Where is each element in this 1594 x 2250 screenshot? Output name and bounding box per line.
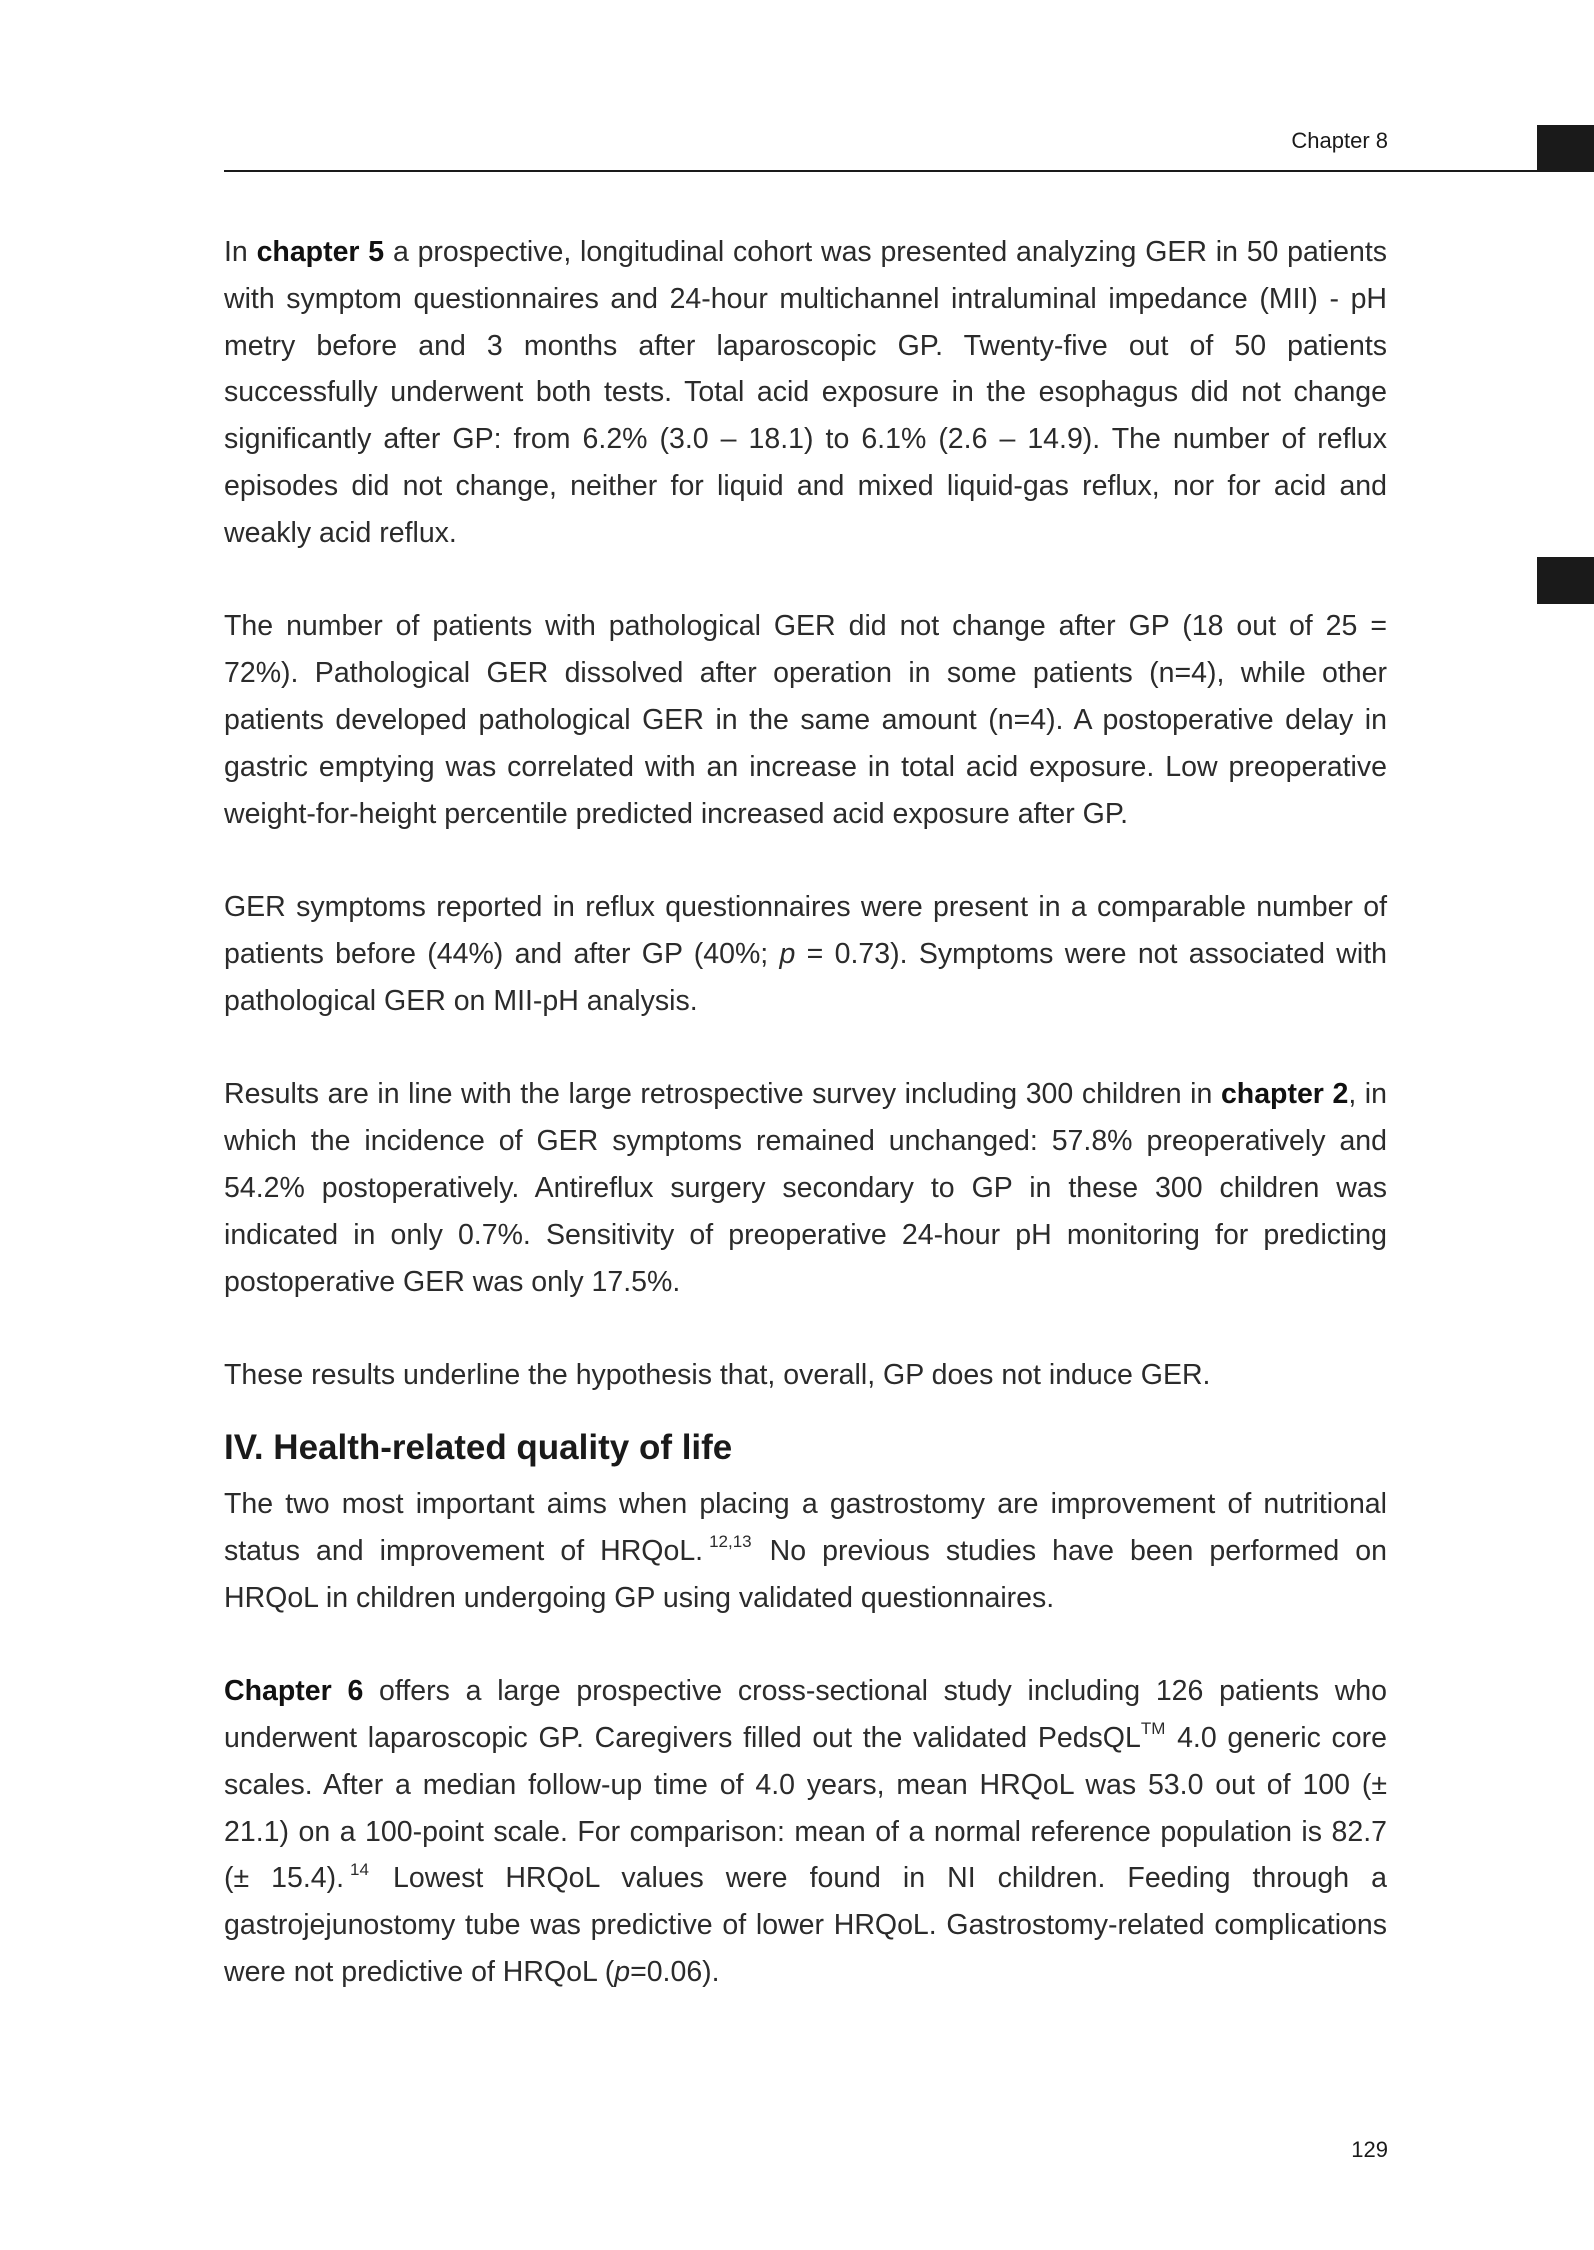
page-number: 129 [1351, 2137, 1388, 2162]
p-value-symbol: p [614, 1955, 631, 1988]
paragraph-body: The two most important aims when placing a gastrostomy are improvement of nutritional status and improvement of HRQoL. [224, 1487, 1387, 1567]
chapter-reference: chapter 5 [256, 236, 385, 268]
section-heading: IV. Health-related quality of life [224, 1427, 733, 1467]
citation-reference: 12,13 [709, 1532, 752, 1552]
paragraph-lead: In [224, 236, 257, 268]
paragraph-conclusion: These results underline the hypothesis that, overall, GP does not induce GER. [224, 1359, 1211, 1392]
paragraph-body: = 0.73). Symptoms were not associated with pathological GER on MII-pH analysis. [224, 937, 1387, 1017]
body-text [224, 229, 1387, 2042]
paragraph-lead: Results are in line with the large retrospective survey including 300 children in [224, 1078, 1221, 1111]
paragraph-pathological-ger: The number of patients with pathological GER did not change after GP (18 out of 25 = 72%). Pathological GER dissolved after operation in some patients (n=4), while other patients developed pathological GER in the same amount (n=4). A postoperative delay in gastric emptying was correlated with an increase in total acid exposure. Low preoperative weight-for-height percentile predicted increased acid exposure after GP. [224, 610, 1387, 830]
paragraph-body: offers a large prospective cross-sectional study including 126 patients who underwent laparoscopic GP. Caregivers filled out the validated PedsQL [224, 1675, 1387, 1754]
paragraph-chapter-5-summary [224, 229, 1387, 557]
paragraph-ger-symptoms [224, 884, 1387, 1024]
paragraph-body: =0.06). [630, 1955, 720, 1988]
header-rule [224, 170, 1594, 172]
running-header-chapter: Chapter 8 [1291, 128, 1388, 153]
paragraph-body: 4.0 generic core scales. After a median follow-up time of 4.0 years, mean HRQoL was 53.0 out of 100 (± 21.1) on a 100-point scale. For comparison: mean of a normal reference population is 82.7 (± 15.4). [224, 1721, 1388, 1895]
paragraph-body: No previous studies have been performed on HRQoL in children undergoing GP using validated questionnaires. [224, 1534, 1387, 1614]
paragraph-body: Lowest HRQoL values were found in NI children. Feeding through a gastrojejunostomy tube was predictive of lower HRQoL. Gastrostomy-related complications were not predictive of HRQoL ( [224, 1862, 1387, 1988]
paragraph-body: , in which the incidence of GER symptoms remained unchanged: 57.8% preoperatively and 54.2% postoperatively. Antireflux surgery secondary to GP in these 300 children was indicated in only 0.7%. Sensitivity of preoperative 24-hour pH monitoring for predicting postoperative GER was only 17.5%. [224, 1078, 1387, 1298]
p-value-symbol: p [779, 937, 796, 970]
chapter-reference: chapter 2 [1220, 1078, 1349, 1111]
paragraph-chapter-2-results [224, 1071, 1387, 1305]
chapter-reference: Chapter 6 [224, 1675, 364, 1708]
chapter-thumb-tab [1537, 125, 1594, 172]
paragraph-chapter-6-summary [224, 1668, 1387, 1996]
citation-reference: 14 [350, 1859, 369, 1879]
paragraph-hrqol-aims [224, 1481, 1387, 1621]
paragraph-body: GER symptoms reported in reflux questionnaires were present in a comparable number of patients before (44%) and after GP (40%; [224, 891, 1387, 970]
trademark-superscript: TM [1140, 1719, 1166, 1739]
paragraph-body: a prospective, longitudinal cohort was presented analyzing GER in 50 patients with symptom questionnaires and 24-hour multichannel intraluminal impedance (MII) - pH metry before and 3 months after laparoscopic GP. Twenty-five out of 50 patients successfully underwent both tests. Total acid exposure in the esophagus did not change significantly after GP: from 6.2% (3.0 – 18.1) to 6.1% (2.6 – 14.9). The number of reflux episodes did not change, neither for liquid and mixed liquid-gas reflux, nor for acid and weakly acid reflux. [224, 236, 1388, 549]
chapter-thumb-tab-secondary [1537, 557, 1594, 604]
